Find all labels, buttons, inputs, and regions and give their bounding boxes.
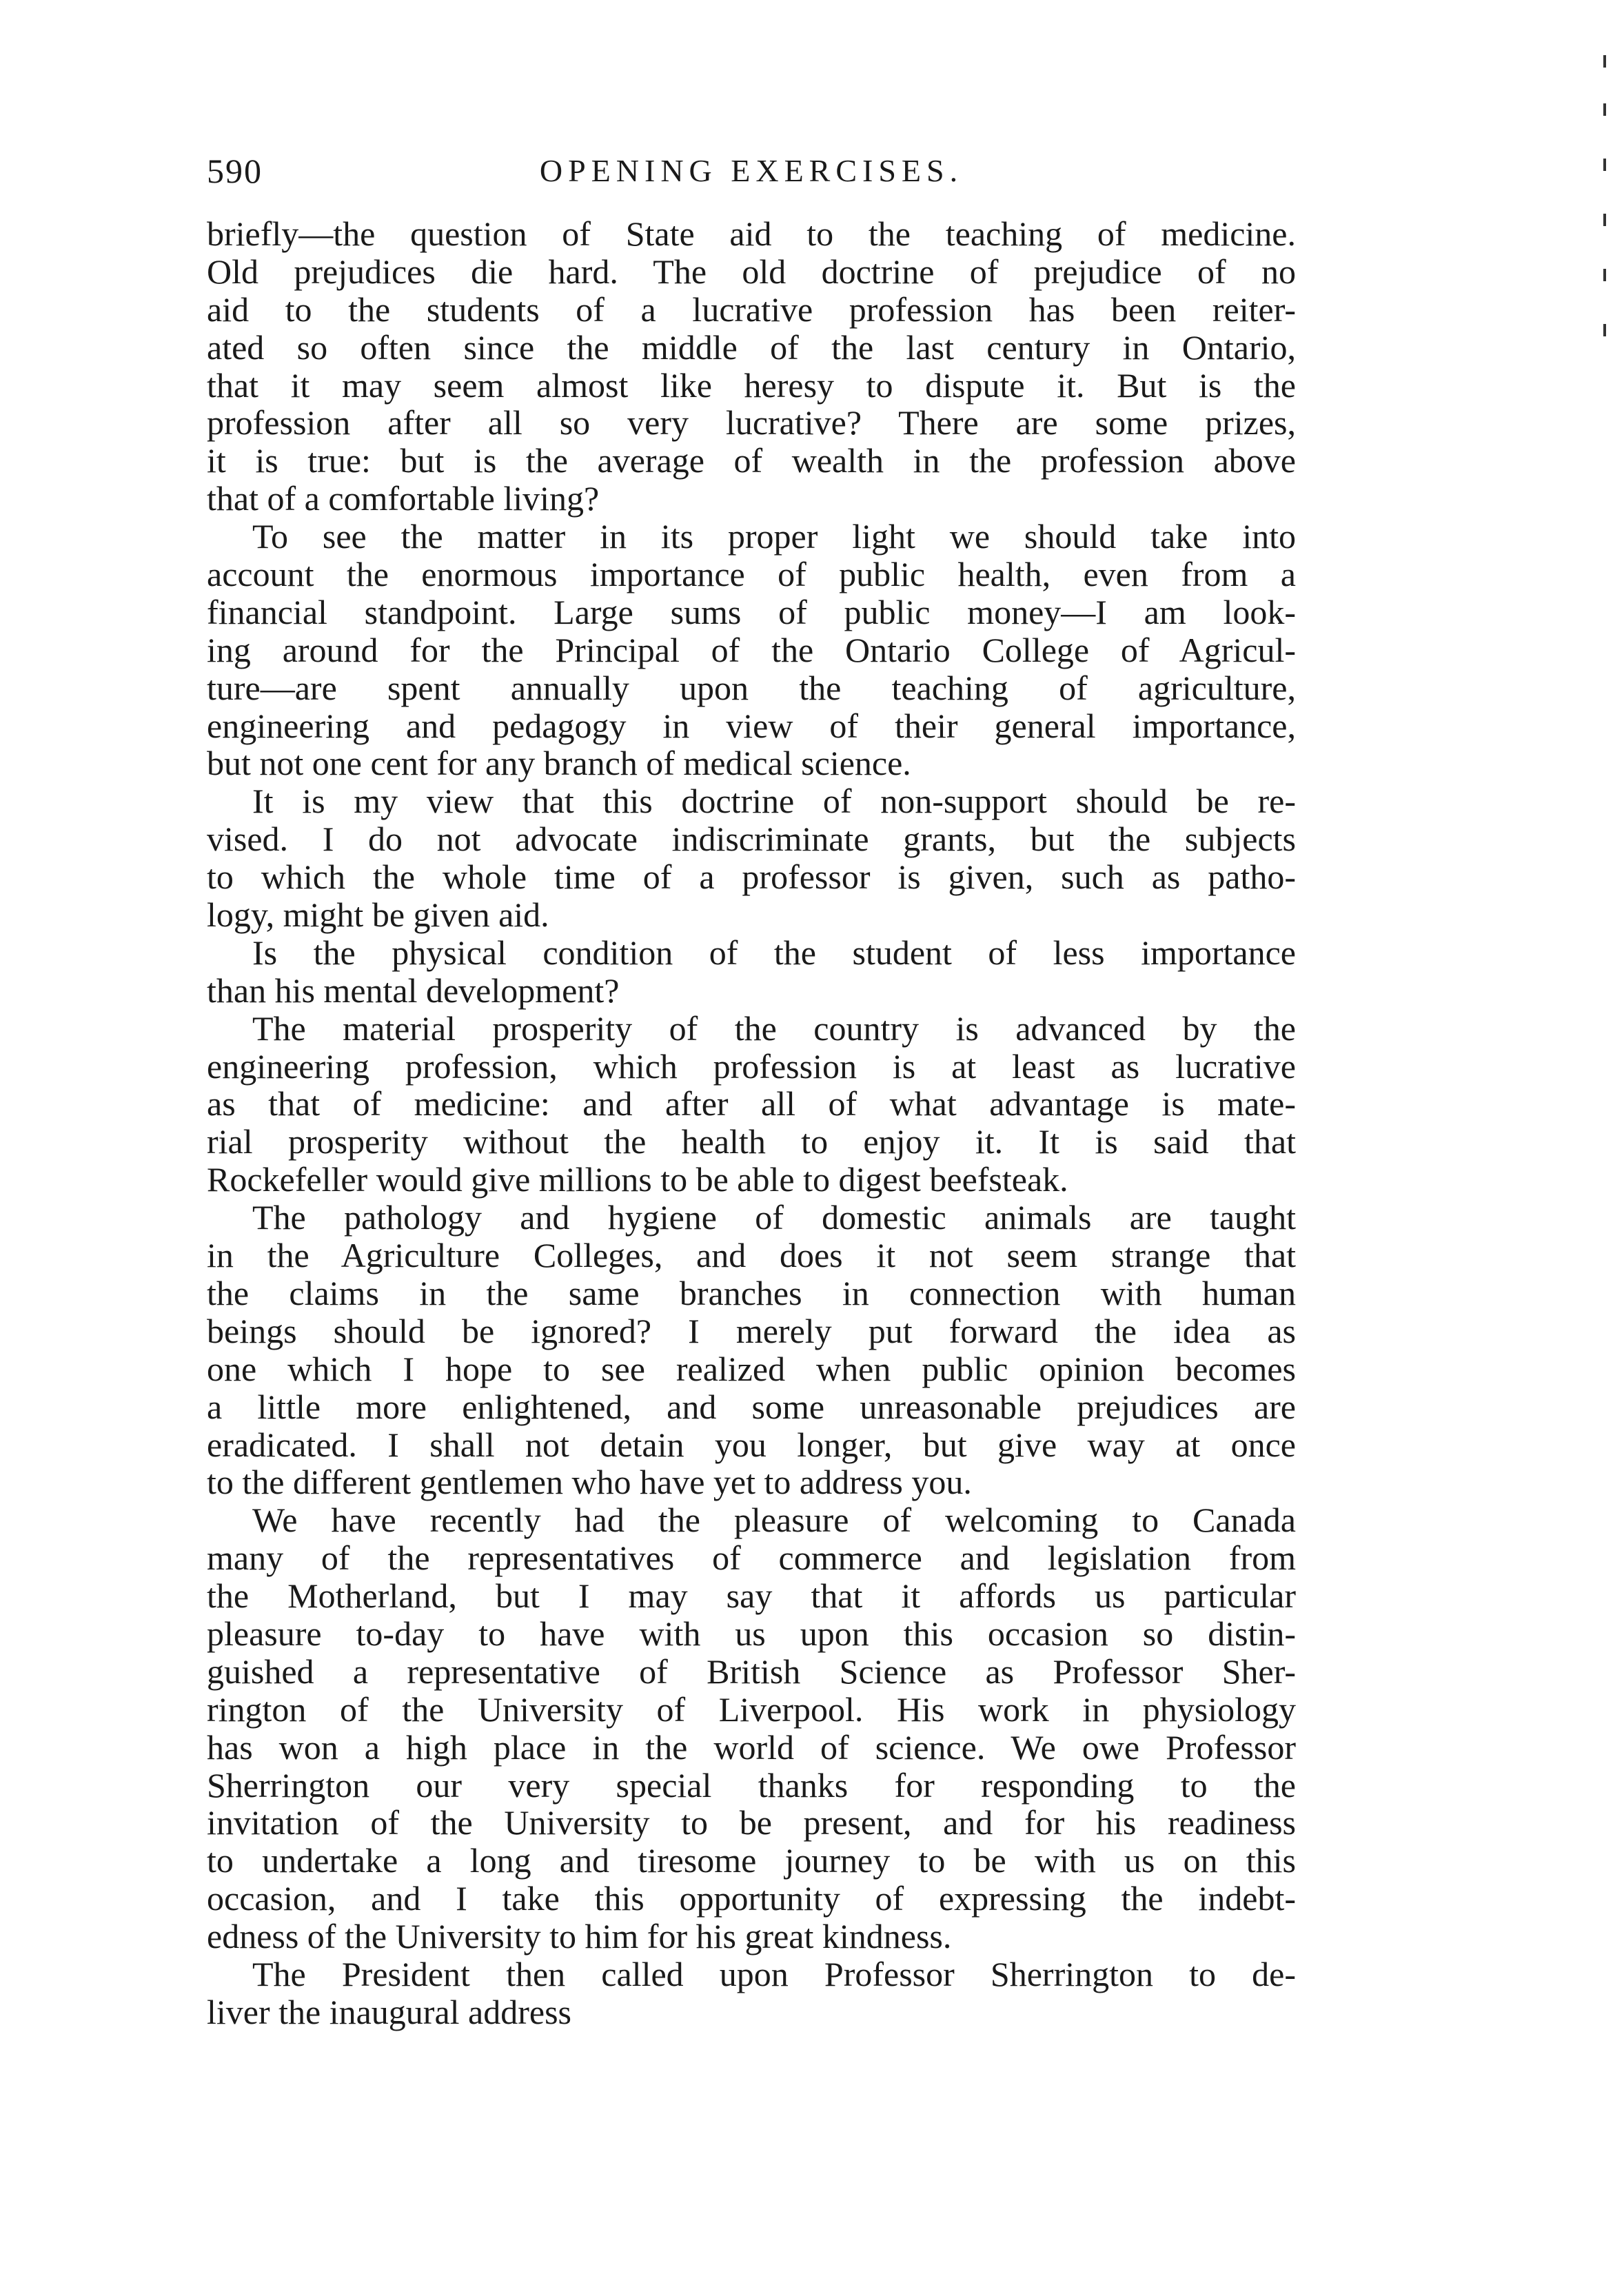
margin-mark [1603,103,1606,116]
margin-mark [1603,214,1606,226]
text-line: vised. I do not advocate indiscriminate grants, but the subjects [207,820,1296,859]
text-line: the claims in the same branches in connection with human [207,1273,1296,1312]
margin-marks [1603,55,1610,345]
text-line: engineering and pedagogy in view of their general importance, [207,706,1296,745]
text-line: Rockefeller would give millions to be able to digest beefsteak. [207,1160,1068,1199]
text-line: to undertake a long and tiresome journey to be with us on this [207,1841,1296,1880]
text-line: many of the representatives of commerce and legislation from [207,1538,1296,1578]
text-line: eradicated. I shall not detain you longer, but give way at once [207,1425,1296,1464]
body-text [207,215,1296,2031]
page-number: 590 [207,152,263,190]
margin-mark [1603,55,1606,68]
text-line: beings should be ignored? I merely put forward the idea as [207,1311,1296,1350]
text-line: it is true: but is the average of wealth in the profession above [207,441,1296,480]
text-line: account the enormous importance of public health, even from a [207,555,1296,594]
text-line: ated so often since the middle of the last century in Ontario, [207,327,1296,367]
running-head: OPENING EXERCISES. [539,153,964,188]
text-line: that of a comfortable living? [207,479,600,518]
text-line: pleasure to-day to have with us upon this occasion so distin- [207,1614,1296,1653]
margin-mark [1603,324,1606,336]
text-line: Sherrington our very special thanks for responding to the [207,1765,1296,1805]
text-line: that it may seem almost like heresy to dispute it. But is the [207,365,1296,405]
text-line: rial prosperity without the health to enjoy it. It is said that [207,1122,1296,1161]
text-line: It is my view that this doctrine of non-support should be re- [252,782,1296,821]
text-line: The pathology and hygiene of domestic animals are taught [252,1198,1296,1237]
text-line: ture—are spent annually upon the teaching of agriculture, [207,668,1296,707]
text-line: aid to the students of a lucrative profession has been reiter- [207,289,1296,329]
text-line: We have recently had the pleasure of welcoming to Canada [252,1501,1296,1540]
text-line: liver the inaugural address [207,1992,571,2031]
margin-mark [1603,159,1606,171]
text-line: The material prosperity of the country is advanced by the [252,1008,1296,1048]
text-line: but not one cent for any branch of medical science. [207,744,911,783]
text-line: profession after all so very lucrative? There are some prizes, [207,403,1296,443]
text-line: a little more enlightened, and some unreasonable prejudices are [207,1387,1296,1426]
text-line: rington of the University of Liverpool. His work in physiology [207,1689,1296,1729]
text-line: logy, might be given aid. [207,895,549,935]
text-line: to which the whole time of a professor is given, such as patho- [207,857,1296,897]
text-line: one which I hope to see realized when public opinion becomes [207,1349,1296,1388]
text-line: than his mental development? [207,971,620,1010]
text-line: edness of the University to him for his great kindness. [207,1917,952,1956]
margin-mark [1603,269,1606,281]
text-line: ing around for the Principal of the Ontario College of Agricul- [207,630,1296,669]
text-line: occasion, and I take this opportunity of expressing the indebt- [207,1879,1296,1918]
text-line: guished a representative of British Science as Professor Sher- [207,1652,1296,1691]
text-line: Is the physical condition of the student of less importance [252,933,1296,972]
text-line: briefly—the question of State aid to the teaching of medicine. [207,214,1296,253]
page-header [207,143,1296,199]
text-line: as that of medicine: and after all of what advantage is mate- [207,1084,1296,1124]
text-line: engineering profession, which profession is at least as lucrative [207,1046,1296,1086]
text-line: To see the matter in its proper light we should take into [252,517,1296,556]
text-line: financial standpoint. Large sums of public money—I am look- [207,592,1296,631]
text-line: The President then called upon Professor Sherrington to de- [252,1954,1296,1993]
text-line: in the Agriculture Colleges, and does it not seem strange that [207,1236,1296,1275]
text-line: Old prejudices die hard. The old doctrine of prejudice of no [207,252,1296,291]
text-line: the Motherland, but I may say that it affords us particular [207,1576,1296,1616]
text-line: has won a high place in the world of science. We owe Professor [207,1727,1296,1767]
text-line: to the different gentlemen who have yet to address you. [207,1463,972,1502]
text-line: invitation of the University to be present, and for his readiness [207,1803,1296,1842]
